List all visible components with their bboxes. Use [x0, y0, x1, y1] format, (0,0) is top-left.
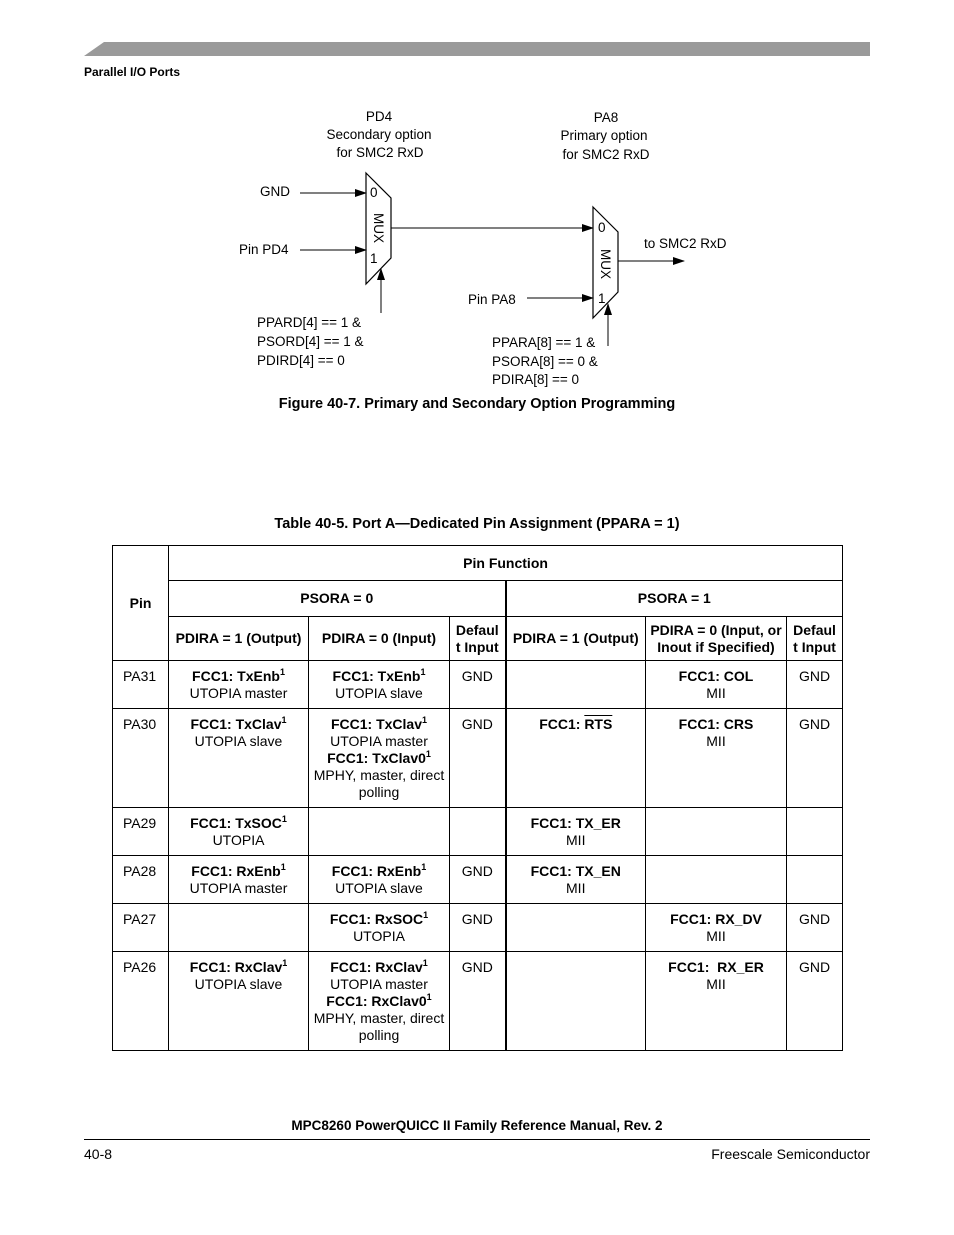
header-pin: Pin	[113, 546, 169, 661]
pin-cell: PA26	[113, 952, 169, 1051]
cell: GND	[450, 661, 506, 709]
col-pdira1-output-b: PDIRA = 1 (Output)	[506, 617, 646, 661]
table-row	[113, 952, 843, 1051]
cell: FCC1: RX_DV MII	[646, 904, 787, 952]
mux1-title-line1: PD4	[365, 109, 393, 124]
cell	[450, 808, 506, 856]
cell: FCC1: RxClav$^1$ UTOPIA slave	[169, 952, 309, 1051]
col-pdira0-inout-line2: Inout if Specified)	[657, 638, 775, 655]
mux2-title-line3: for SMC2 RxD	[562, 147, 650, 162]
cell: GND	[787, 709, 843, 808]
table-caption: Table 40-5. Port A—Dedicated Pin Assignment (PPARA = 1)	[274, 516, 680, 532]
cell: FCC1: RxClav$^1$ UTOPIA master FCC1: $RxClav0^1$ MPHY, master, direct polling	[309, 952, 450, 1051]
cell: FCC1: TxSOC$^1$ UTOPIA	[169, 808, 309, 856]
mux2-select-line2: PSORA[8] == 0 &	[492, 354, 598, 369]
header-psora-0: PSORA = 0	[169, 581, 506, 617]
col-pdira0-input: PDIRA = 0 (Input)	[309, 617, 450, 661]
cell: FCC1: RX_ER MII	[646, 952, 787, 1051]
mux2-select-line3: PDIRA[8] == 0	[492, 372, 580, 387]
cell: FCC1: $\overline{RTS}$	[506, 709, 646, 808]
mux1-select-line1: PPARD[4] == 1 &	[257, 315, 362, 330]
mux2-title-line1: PA8	[593, 110, 619, 125]
header-psora-1: PSORA = 1	[506, 581, 843, 617]
cell: FCC1: COL MII	[646, 661, 787, 709]
mux2-label: MUX	[598, 249, 613, 279]
cell: FCC1: TxEnb$^1$ UTOPIA master	[169, 661, 309, 709]
table-row	[113, 661, 843, 709]
cell: FCC1: CRS MII	[646, 709, 787, 808]
cell: GND	[450, 709, 506, 808]
cell	[787, 856, 843, 904]
pin-cell: PA28	[113, 856, 169, 904]
table-row	[113, 808, 843, 856]
cell: FCC1: RxEnb$^1$ UTOPIA master	[169, 856, 309, 904]
col-pdira0-inout	[646, 617, 787, 661]
mux-diagram	[0, 0, 954, 400]
cell	[646, 856, 787, 904]
cell: FCC1: TxEnb$^1$ UTOPIA slave	[309, 661, 450, 709]
pin-cell: PA30	[113, 709, 169, 808]
col-default-input-line1: Defaul	[455, 621, 499, 638]
table-row	[113, 904, 843, 952]
manual-title: MPC8260 PowerQUICC II Family Reference Manual, Rev. 2	[291, 1118, 663, 1133]
col-default-input-line2: t Input	[455, 638, 499, 655]
section-title: Parallel I/O Ports	[84, 65, 181, 79]
mux2-input1-num: 1	[598, 291, 606, 306]
cell: FCC1: TX_ER MII	[506, 808, 646, 856]
cell: FCC1: RxEnb$^1$ UTOPIA slave	[309, 856, 450, 904]
header-pin-function: Pin Function	[169, 546, 843, 581]
cell: FCC1: TxClav$^1$ UTOPIA master FCC1: $TxClav0^1$ MPHY, master, direct polling	[309, 709, 450, 808]
cell	[646, 808, 787, 856]
footer-divider	[84, 1139, 870, 1140]
cell	[787, 808, 843, 856]
col-default-input-b-line1: Defaul	[793, 621, 836, 638]
col-default-input	[450, 617, 506, 661]
mux2-input0-num: 0	[598, 220, 606, 235]
cell	[506, 904, 646, 952]
page-number: 40-8	[84, 1146, 113, 1162]
col-pdira1-output: PDIRA = 1 (Output)	[169, 617, 309, 661]
cell: FCC1: TxClav$^1$ UTOPIA slave	[169, 709, 309, 808]
mux1-input1-num: 1	[370, 251, 378, 266]
col-default-input-b	[787, 617, 843, 661]
pin-cell: PA31	[113, 661, 169, 709]
mux1-label: MUX	[371, 213, 386, 243]
col-pdira0-inout-line1: PDIRA = 0 (Input, or	[650, 621, 782, 638]
cell	[506, 952, 646, 1051]
figure-caption: Figure 40-7. Primary and Secondary Option Programming	[278, 396, 676, 412]
pin-cell: PA29	[113, 808, 169, 856]
mux1-input0-num: 0	[370, 185, 378, 200]
cell: GND	[450, 952, 506, 1051]
cell: GND	[787, 952, 843, 1051]
cell: GND	[450, 856, 506, 904]
pin-assignment-table	[112, 545, 843, 1051]
mux1-title-line2: Secondary option	[326, 127, 432, 142]
cell: GND	[450, 904, 506, 952]
table-row	[113, 856, 843, 904]
table-row	[113, 709, 843, 808]
cell	[506, 661, 646, 709]
mux2-input1-label: Pin PA8	[468, 292, 516, 307]
col-default-input-b-line2: t Input	[793, 638, 836, 655]
cell: GND	[787, 904, 843, 952]
cell	[169, 904, 309, 952]
mux1-select-line2: PSORD[4] == 1 &	[257, 334, 364, 349]
mux1-input0-label: GND	[260, 184, 290, 199]
mux2-title-line2: Primary option	[560, 128, 648, 143]
mux2-output-label: to SMC2 RxD	[644, 236, 727, 251]
publisher: Freescale Semiconductor	[711, 1146, 870, 1162]
cell: GND	[787, 661, 843, 709]
pin-cell: PA27	[113, 904, 169, 952]
cell: FCC1: RxSOC$^1$ UTOPIA	[309, 904, 450, 952]
cell: FCC1: TX_EN MII	[506, 856, 646, 904]
mux1-title-line3: for SMC2 RxD	[336, 145, 424, 160]
rts-overline: $\overline{RTS}$	[584, 716, 613, 732]
mux1-select-line3: PDIRD[4] == 0	[257, 353, 345, 368]
mux2-select-line1: PPARA[8] == 1 &	[492, 335, 596, 350]
cell	[309, 808, 450, 856]
mux1-input1-label: Pin PD4	[239, 242, 289, 257]
